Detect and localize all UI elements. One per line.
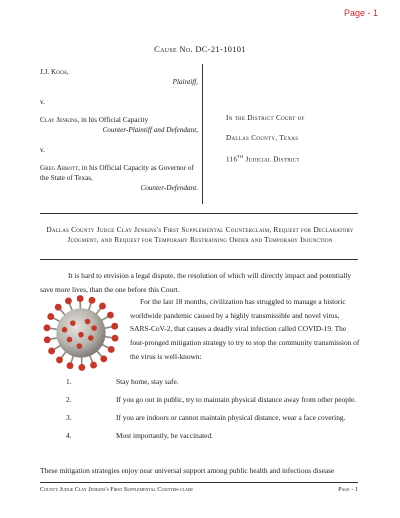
list-number: 2. bbox=[66, 395, 72, 404]
list-number: 4. bbox=[66, 431, 72, 440]
list-item bbox=[40, 414, 362, 432]
district-number: 116 bbox=[226, 155, 238, 164]
list-text: If you are indoors or cannot maintain physical distance, wear a face covering. bbox=[116, 413, 346, 422]
counter-plaintiff-role: Counter-Plaintiff and Defendant, bbox=[102, 126, 198, 134]
list-text: If you go out in public, try to maintain physical distance away from other people. bbox=[116, 395, 357, 404]
list-item bbox=[40, 378, 362, 396]
parties-block bbox=[40, 64, 203, 204]
versus-1: v. bbox=[40, 98, 45, 106]
counter-plaintiff-desc: , in his Official Capacity bbox=[77, 116, 149, 124]
document-title: Dallas County Judge Clay Jenkins's First Supplemental Counterclaim, Request for Declaratory Judgment, and Request for Temporary Restraining Order and Temporary Injunction bbox=[46, 225, 354, 244]
counter-defendant bbox=[40, 164, 198, 183]
title-rule-top bbox=[40, 213, 358, 214]
plaintiff-role: Plaintiff, bbox=[172, 78, 198, 86]
court-line-2: Dallas County, Texas bbox=[226, 134, 299, 142]
counter-plaintiff-name: Clay Jenkins bbox=[40, 116, 78, 124]
footer-page-number: Page - 1 bbox=[338, 486, 358, 493]
footer-rule bbox=[40, 482, 358, 483]
paragraph-support: These mitigation strategies enjoy near universal support among public health and infectious disease bbox=[40, 466, 335, 475]
coronavirus-icon bbox=[40, 292, 122, 374]
list-item bbox=[40, 432, 362, 450]
list-text: Stay home, stay safe. bbox=[116, 377, 179, 386]
page-label: Page - 1 bbox=[343, 8, 378, 18]
counter-defendant-name: Greg Abbott bbox=[40, 164, 79, 172]
court-line-1: In the District Court of bbox=[226, 114, 305, 122]
list-text: Most importantly, be vaccinated. bbox=[116, 431, 214, 440]
paragraph-intro: It is hard to envision a legal dispute, the resolution of which will directly impact and potentially save more lives, than the one before this Court. bbox=[40, 271, 352, 294]
counter-defendant-role: Counter-Defendant. bbox=[140, 184, 198, 192]
title-rule-bottom bbox=[40, 259, 358, 260]
mitigation-list bbox=[40, 378, 362, 450]
district-label: Judicial District bbox=[243, 155, 300, 164]
versus-2: v. bbox=[40, 146, 45, 154]
list-item bbox=[40, 396, 362, 414]
court-line-3 bbox=[226, 154, 300, 163]
list-number: 3. bbox=[66, 413, 72, 422]
plaintiff-name: J.J. Koch, bbox=[40, 68, 69, 76]
counter-defendant-desc: , in his Official Capacity as Governor of the State of Texas, bbox=[40, 164, 194, 182]
list-number: 1. bbox=[66, 377, 72, 386]
counter-plaintiff bbox=[40, 116, 198, 126]
cause-number: Cause No. DC-21-10101 bbox=[154, 44, 246, 54]
district-suffix: th bbox=[237, 155, 244, 160]
footer-title: County Judge Clay Jenkins's First Supplemental Counter-claim bbox=[40, 486, 193, 493]
paragraph-pandemic: For the last 18 months, civilization has struggled to manage a historic worldwide pandemic caused by a highly transmissible and novel virus, SARS-CoV-2, that causes a deadly viral infection called COVID-19. The four-pronged mitigation strategy to try to stop the community transmission of the virus is well-known: bbox=[130, 297, 360, 361]
